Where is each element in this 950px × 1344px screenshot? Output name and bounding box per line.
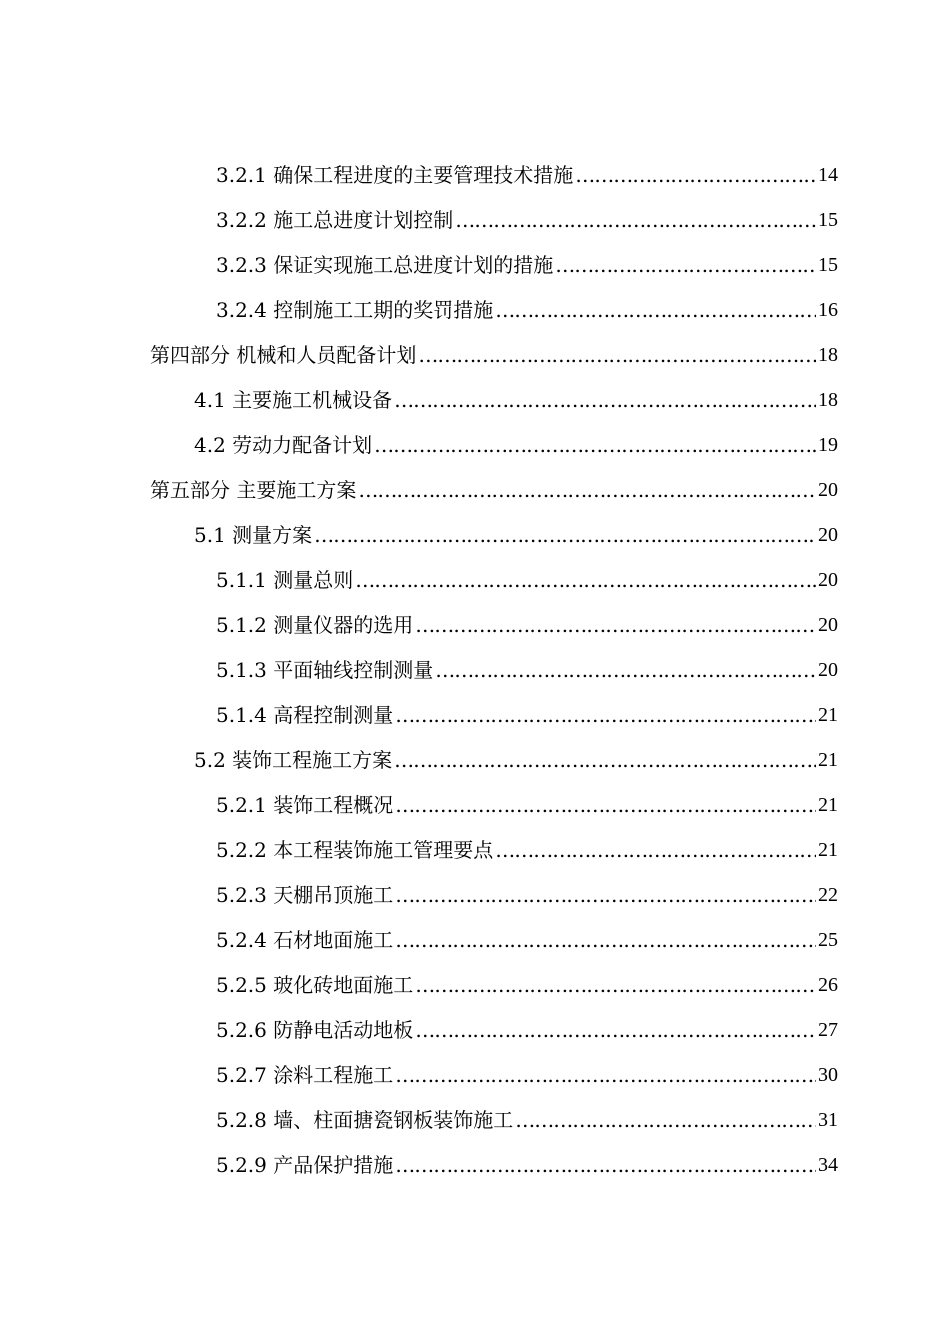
toc-leader-dots — [374, 430, 816, 460]
toc-entry[interactable] — [150, 475, 838, 505]
toc-entry-page: 27 — [818, 1019, 838, 1041]
toc-entry[interactable] — [216, 205, 838, 235]
toc-entry-title: 3.2.1 确保工程进度的主要管理技术措施 — [216, 163, 574, 187]
toc-entry-page: 19 — [818, 434, 838, 456]
toc-entry-title: 第四部分 机械和人员配备计划 — [150, 343, 417, 367]
toc-leader-dots — [415, 1015, 816, 1045]
toc-entry[interactable] — [216, 790, 838, 820]
toc-entry[interactable] — [216, 835, 838, 865]
toc-entry-page: 15 — [818, 209, 838, 231]
toc-entry-title: 3.2.2 施工总进度计划控制 — [216, 208, 454, 232]
toc-entry-page: 22 — [818, 884, 838, 906]
toc-entry[interactable] — [216, 970, 838, 1000]
toc-leader-dots — [395, 880, 816, 910]
toc-entry[interactable] — [194, 385, 838, 415]
toc-entry-page: 21 — [818, 839, 838, 861]
toc-entry[interactable] — [216, 160, 838, 190]
toc-entry[interactable] — [216, 1015, 838, 1045]
toc-leader-dots — [418, 340, 816, 370]
toc-leader-dots — [555, 250, 816, 280]
toc-entry-title: 3.2.3 保证实现施工总进度计划的措施 — [216, 253, 554, 277]
toc-entry-title: 5.2.6 防静电活动地板 — [216, 1018, 414, 1042]
toc-leader-dots — [575, 160, 816, 190]
toc-leader-dots — [395, 925, 816, 955]
toc-leader-dots — [495, 835, 816, 865]
toc-entry-title: 5.2.8 墙、柱面搪瓷钢板装饰施工 — [216, 1108, 514, 1132]
toc-leader-dots — [415, 610, 816, 640]
toc-entry-page: 18 — [818, 389, 838, 411]
toc-entry-title: 5.2.3 天棚吊顶施工 — [216, 883, 394, 907]
toc-entry-title: 5.2.4 石材地面施工 — [216, 928, 394, 952]
toc-entry[interactable] — [216, 295, 838, 325]
toc-leader-dots — [495, 295, 816, 325]
toc-entry-title: 5.1 测量方案 — [194, 523, 313, 547]
toc-entry[interactable] — [216, 1150, 838, 1180]
toc-entry-title: 5.2.2 本工程装饰施工管理要点 — [216, 838, 494, 862]
toc-entry-page: 20 — [818, 569, 838, 591]
toc-leader-dots — [358, 475, 816, 505]
toc-entry-page: 14 — [818, 164, 838, 186]
toc-leader-dots — [435, 655, 816, 685]
toc-entry-page: 30 — [818, 1064, 838, 1086]
toc-entry-title: 5.1.3 平面轴线控制测量 — [216, 658, 434, 682]
toc-entry-page: 20 — [818, 479, 838, 501]
toc-leader-dots — [395, 700, 816, 730]
toc-entry-page: 20 — [818, 524, 838, 546]
toc-entry[interactable] — [216, 610, 838, 640]
toc-leader-dots — [355, 565, 816, 595]
toc-entry[interactable] — [216, 655, 838, 685]
toc-entry-page: 18 — [818, 344, 838, 366]
toc-leader-dots — [395, 790, 816, 820]
toc-entry-title: 第五部分 主要施工方案 — [150, 478, 357, 502]
toc-entry[interactable] — [216, 925, 838, 955]
toc-entry-page: 34 — [818, 1154, 838, 1176]
toc-leader-dots — [415, 970, 816, 1000]
toc-entry[interactable] — [216, 880, 838, 910]
toc-entry-page: 31 — [818, 1109, 838, 1131]
toc-entry-title: 5.2.9 产品保护措施 — [216, 1153, 394, 1177]
toc-entry[interactable] — [216, 700, 838, 730]
toc-entry[interactable] — [216, 1105, 838, 1135]
toc-entry-title: 5.2.7 涂料工程施工 — [216, 1063, 394, 1087]
toc-leader-dots — [395, 1150, 816, 1180]
toc-entry[interactable] — [150, 340, 838, 370]
toc-leader-dots — [394, 385, 816, 415]
toc-entry-page: 15 — [818, 254, 838, 276]
toc-entry-page: 16 — [818, 299, 838, 321]
toc-entry-page: 21 — [818, 794, 838, 816]
toc-entry-title: 3.2.4 控制施工工期的奖罚措施 — [216, 298, 494, 322]
toc-entry-page: 21 — [818, 749, 838, 771]
toc-entry-page: 21 — [818, 704, 838, 726]
toc-leader-dots — [515, 1105, 816, 1135]
toc-entry[interactable] — [194, 745, 838, 775]
toc-entry-title: 4.1 主要施工机械设备 — [194, 388, 393, 412]
toc-entry[interactable] — [216, 565, 838, 595]
toc-entry[interactable] — [194, 520, 838, 550]
toc-leader-dots — [314, 520, 816, 550]
toc-entry-title: 5.2.1 装饰工程概况 — [216, 793, 394, 817]
toc-leader-dots — [395, 1060, 816, 1090]
toc-entry-page: 20 — [818, 614, 838, 636]
toc-entry[interactable] — [216, 1060, 838, 1090]
toc-entry-title: 5.1.1 测量总则 — [216, 568, 354, 592]
toc-entry-page: 20 — [818, 659, 838, 681]
toc-entry-page: 25 — [818, 929, 838, 951]
toc-entry-page: 26 — [818, 974, 838, 996]
toc-leader-dots — [394, 745, 816, 775]
toc-entry-title: 5.2 装饰工程施工方案 — [194, 748, 393, 772]
toc-entry[interactable] — [216, 250, 838, 280]
toc-entry-title: 5.1.2 测量仪器的选用 — [216, 613, 414, 637]
toc-leader-dots — [455, 205, 816, 235]
toc-entry-title: 5.1.4 高程控制测量 — [216, 703, 394, 727]
toc-entry-title: 4.2 劳动力配备计划 — [194, 433, 373, 457]
toc-entry[interactable] — [194, 430, 838, 460]
toc-entry-title: 5.2.5 玻化砖地面施工 — [216, 973, 414, 997]
